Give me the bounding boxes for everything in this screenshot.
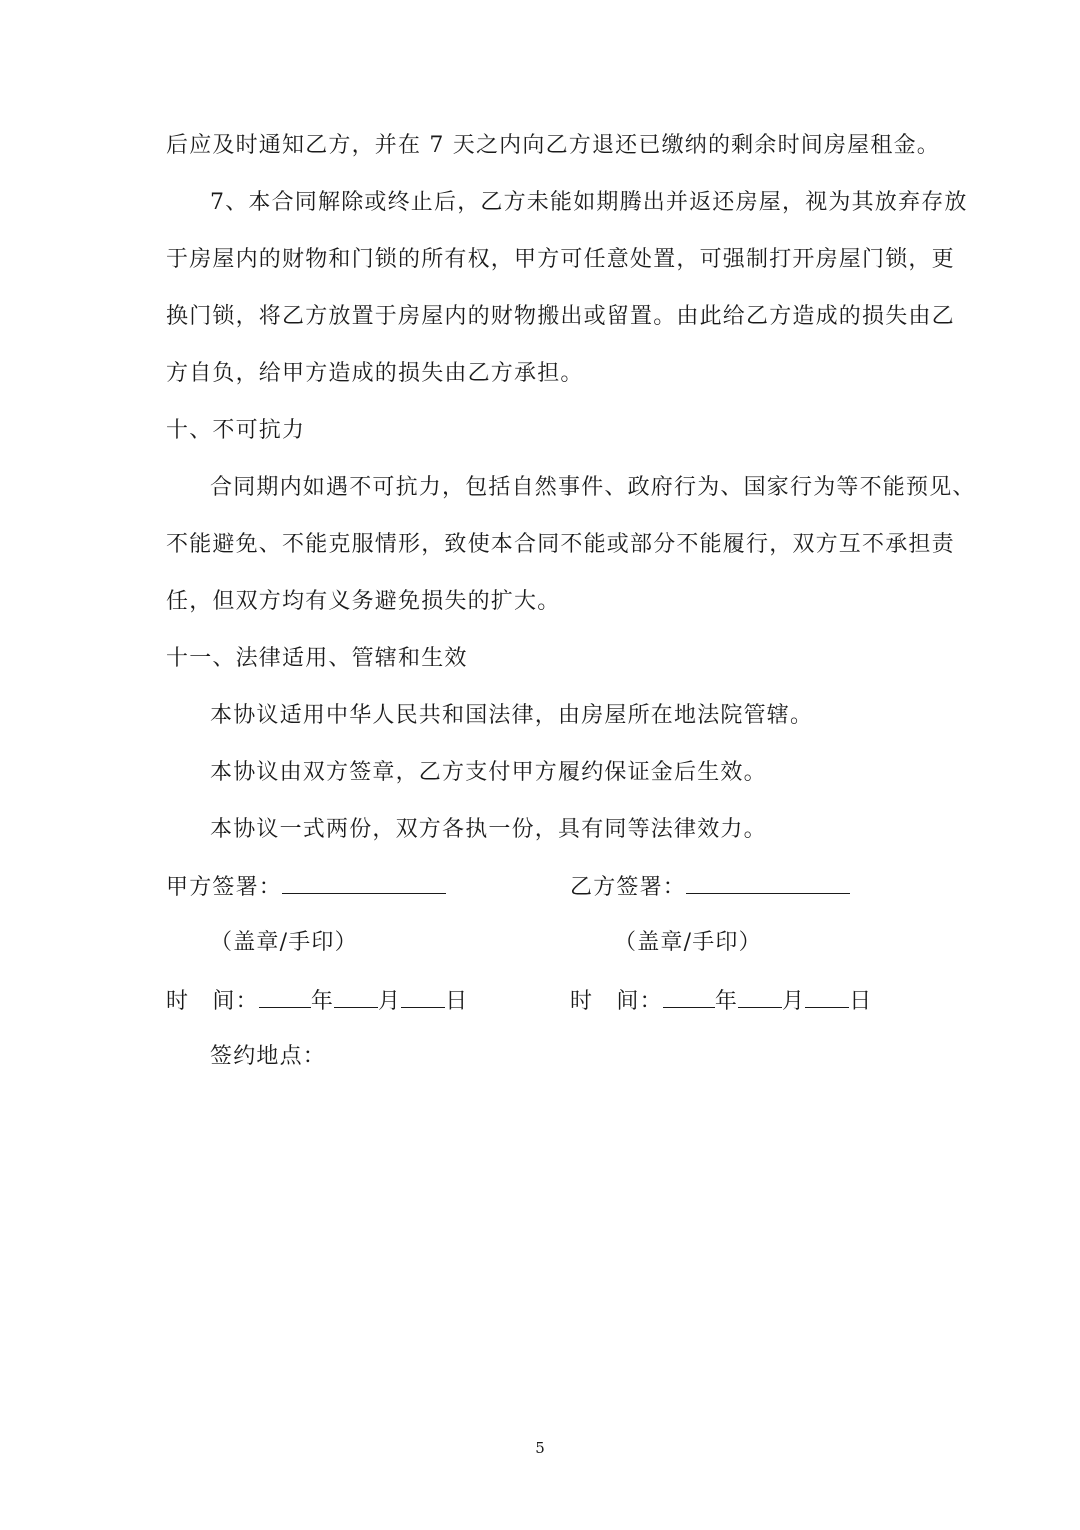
paragraph-line: 后应及时通知乙方，并在 7 天之内向乙方退还已缴纳的剩余时间房屋租金。 [166,133,940,158]
party-b-label: 乙方签署： [570,875,687,900]
section-heading-law: 十一、法律适用、管辖和生效 [166,646,468,671]
party-a-signature [166,871,446,903]
paragraph-line: 于房屋内的财物和门锁的所有权，甲方可任意处置，可强制打开房屋门锁，更 [166,247,955,272]
section-heading-force-majeure: 十、不可抗力 [166,418,306,443]
party-b-seal-note: （盖章/手印） [614,930,762,955]
day-label: 日 [849,989,873,1014]
year-label: 年 [714,989,739,1014]
paragraph-line: 不能避免、不能克服情形，致使本合同不能或部分不能履行，双方互不承担责 [166,532,955,557]
paragraph-line: 本协议由双方签章，乙方支付甲方履约保证金后生效。 [210,760,767,785]
paragraph-line: 任，但双方均有义务避免损失的扩大。 [166,589,561,614]
signing-place-label: 签约地点： [210,1044,327,1069]
month-blank[interactable] [334,985,378,1008]
year-blank[interactable] [663,985,715,1008]
party-a-signature-blank[interactable] [282,871,446,894]
page-number: 5 [535,1439,545,1457]
paragraph-line: 合同期内如遇不可抗力，包括自然事件、政府行为、国家行为等不能预见、 [210,475,976,500]
year-blank[interactable] [259,985,311,1008]
paragraph-line: 方自负，给甲方造成的损失由乙方承担。 [166,361,584,386]
day-blank[interactable] [401,985,445,1008]
party-a-seal-note: （盖章/手印） [210,930,358,955]
paragraph-line: 换门锁，将乙方放置于房屋内的财物搬出或留置。由此给乙方造成的损失由乙 [166,304,955,329]
day-label: 日 [445,989,469,1014]
party-b-date [570,985,872,1017]
date-label: 时 间： [166,989,259,1014]
month-blank[interactable] [738,985,782,1008]
party-b-signature-blank[interactable] [686,871,850,894]
month-label: 月 [782,989,806,1014]
party-b-signature [570,871,850,903]
party-a-date [166,985,468,1017]
paragraph-line: 本协议适用中华人民共和国法律，由房屋所在地法院管辖。 [210,703,814,728]
year-label: 年 [310,989,335,1014]
party-a-label: 甲方签署： [166,875,283,900]
day-blank[interactable] [805,985,849,1008]
paragraph-line: 本协议一式两份，双方各执一份，具有同等法律效力。 [210,817,767,842]
month-label: 月 [378,989,402,1014]
clause-7-line: 7、本合同解除或终止后，乙方未能如期腾出并返还房屋，视为其放弃存放 [210,190,968,215]
date-label: 时 间： [570,989,663,1014]
